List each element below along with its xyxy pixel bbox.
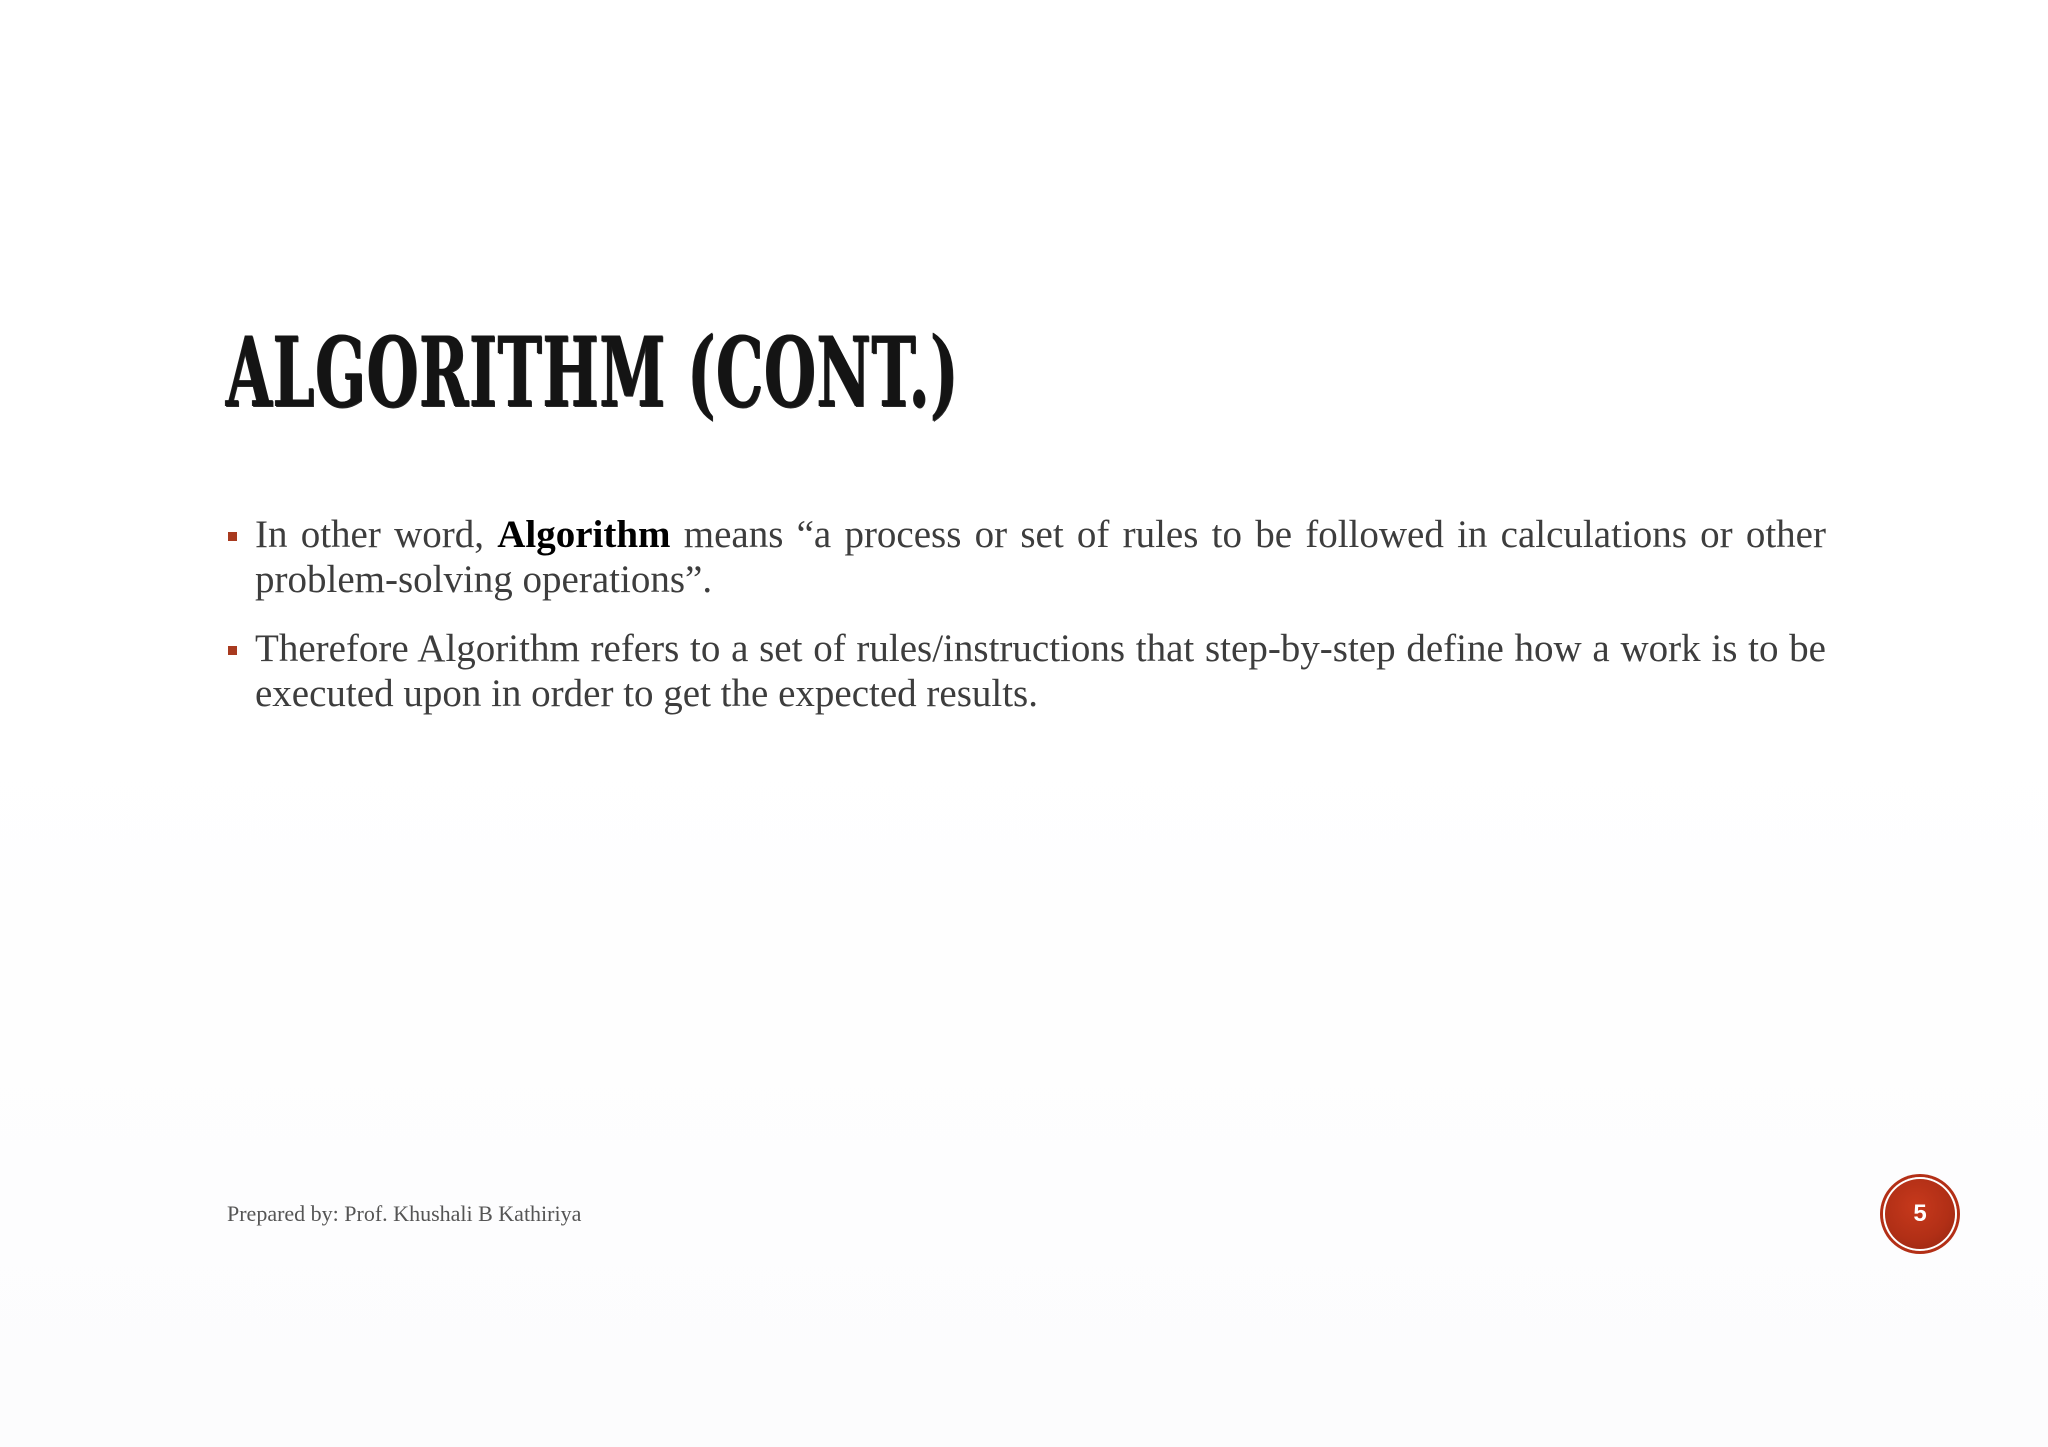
bullet-item (226, 512, 1826, 602)
page-number: 5 (1913, 1200, 1927, 1227)
slide-title: ALGORITHM (CONT.) (226, 316, 959, 429)
bullet-item (226, 626, 1826, 716)
bullet-text-lead: In other word, (255, 513, 498, 556)
bullet-text-rest: means “a process or set of rules to be followed in calculations or other problem-solving operations”. (255, 513, 1826, 601)
bullet-text-emphasis: Algorithm (497, 513, 671, 556)
bullet-text: Therefore Algorithm refers to a set of rules/instructions that step-by-step define how a work is to be executed upon in order to get the expected results. (255, 627, 1826, 715)
bullet-list (226, 512, 1826, 740)
footer-author: Prepared by: Prof. Khushali B Kathiriya (227, 1201, 582, 1226)
page-number-badge (1883, 1177, 1957, 1251)
square-bullet-icon (228, 646, 237, 655)
square-bullet-icon (228, 532, 237, 541)
